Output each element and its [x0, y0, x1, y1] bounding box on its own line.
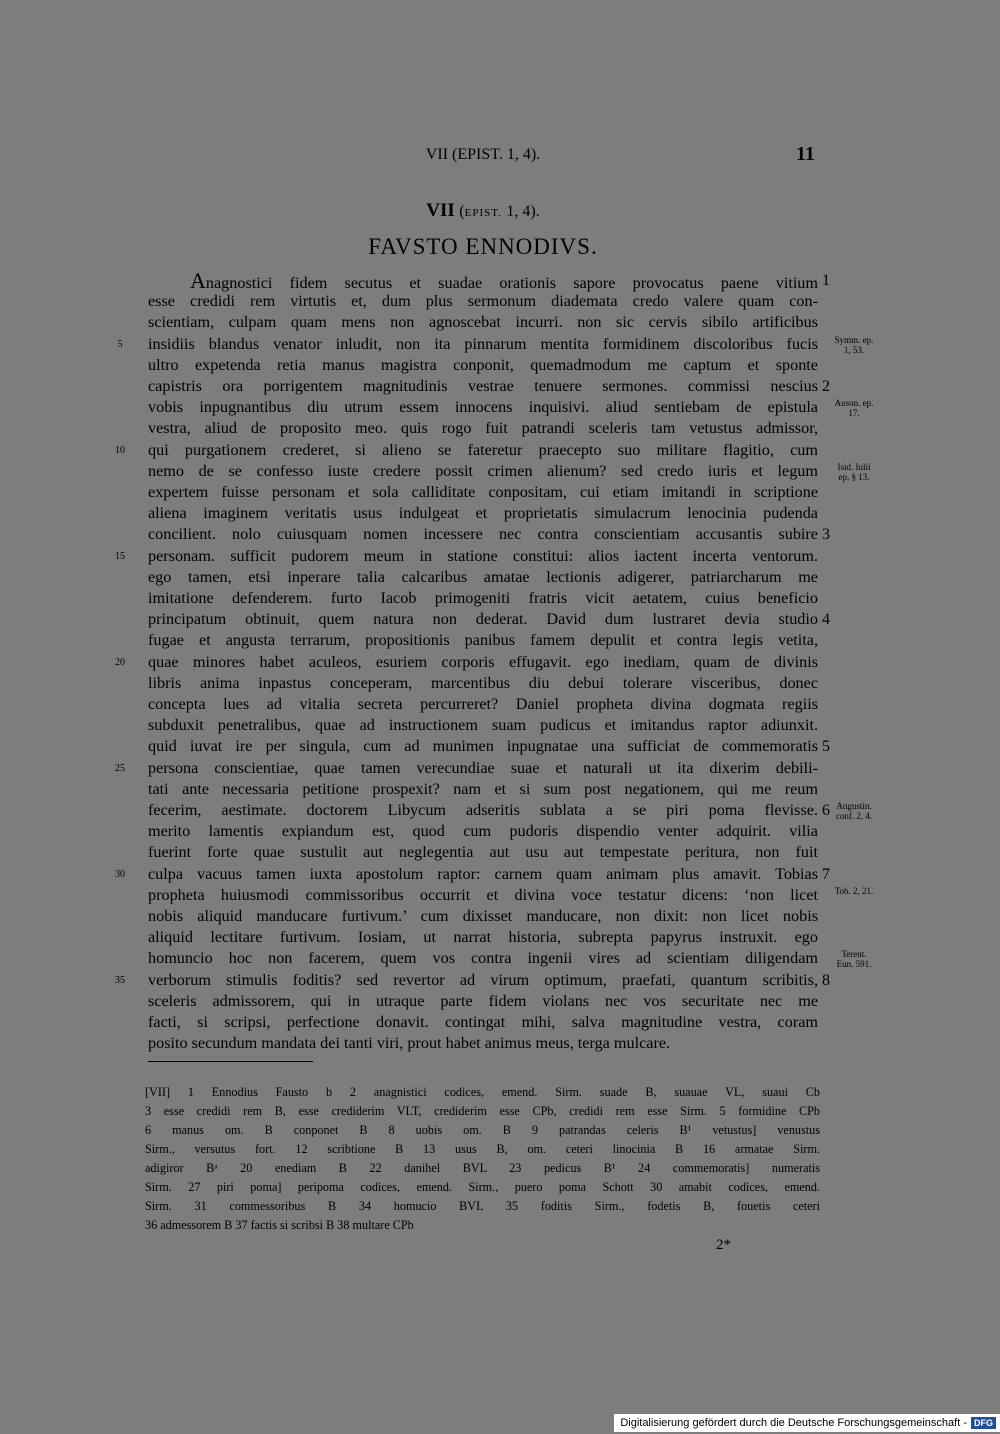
critical-apparatus — [145, 1083, 820, 1235]
margin-reference-line: Isid. Iulii — [837, 461, 871, 472]
text-line: qui purgationem crederet, si alieno se fateretur praecepto suo militare flagitio, cum — [148, 440, 818, 459]
text-line: tati ante necessaria petitione prospexit? nam et si sum post negationem, qui me reum — [148, 779, 818, 798]
page-number: 11 — [796, 143, 815, 165]
section-number-margin: 6 — [822, 802, 830, 819]
dfg-logo: DFG — [971, 1417, 996, 1429]
margin-reference-line: Eun. 591. — [836, 959, 872, 970]
text-line: culpa vacuus tamen iuxta apostolum raptor: carnem quam animam plus amavit. Tobias — [148, 864, 818, 883]
text-line: aliquid lectitare furtivum. Iosiam, ut narrat historia, subrepta papyrus instruxit. ego — [148, 928, 818, 947]
section-number: VII — [426, 200, 455, 221]
margin-reference-line: Tob. 2, 21. — [834, 885, 874, 896]
apparatus-line: adigiror Bᵃ 20 enediam B 22 danihel BVL 23 pedicus B¹ 24 commemoratis] numeratis — [145, 1161, 820, 1175]
text-line: subduxit penetralibus, quae ad instructionem suam pudicus et imitandus raptor adiunxit. — [148, 716, 818, 735]
line-number: 10 — [115, 444, 125, 456]
text-line: nemo de se confesso iuste credere possit crimen alienum? sed credo iuris et legum — [148, 461, 818, 480]
margin-reference-line: Symm. ep. — [834, 334, 874, 345]
text-line: vobis inpugnantibus diu utrum essem innocens inquisivi. aliud sentiebam de epistula — [148, 398, 818, 417]
section-number-margin: 3 — [822, 526, 830, 544]
apparatus-line: 6 manus om. B conponet B 8 uobis om. B 9 patrandas celeris B¹ vetustus] venustus — [145, 1123, 820, 1137]
epist-abbr: EPIST. — [464, 207, 502, 219]
text-line: libris anima inpastus conceperam, marcentibus diu debui tolerare visceribus, donec — [148, 673, 818, 692]
margin-reference — [826, 801, 882, 821]
text-line: imitatione defenderem. furto Iacob primogeniti fratris vicit aetatem, cuius beneficio — [148, 589, 818, 607]
section-heading: VII (EPIST. 1, 4). — [426, 200, 540, 221]
text-line: aliena imaginem veritatis usus indulgeat et proprietatis simulacrum lenocinia pudenda — [148, 504, 818, 523]
margin-reference — [826, 335, 882, 355]
epist-ref: 1, 4). — [506, 203, 540, 220]
text-line: nobis aliquid manducare furtivum.’ cum dixisset manducare, non dixit: non licet nobis — [148, 907, 818, 925]
text-line: fecerim, aestimate. doctorem Libycum adseritis sublata a se piri poma flevisse. — [148, 801, 818, 819]
text-line: expertem fuisse personam et sola calliditate conpositam, cui etiam imitandi in scriptione — [148, 483, 818, 501]
section-number-margin: 2 — [822, 378, 830, 395]
text-line: merito lamentis expiandum est, quod cum pudoris dispendio venter adquirit. vilia — [148, 822, 818, 841]
text-line: ego tamen, etsi inperare talia calcaribus amatae lectionis adigerer, patriarcharum me — [148, 567, 818, 586]
apparatus-line: 3 esse credidi rem B, esse crediderim VLT, crediderim esse CPb, credidi rem esse Sirm. 5 formidine CPb — [145, 1104, 820, 1118]
text-line: Anagnostici fidem secutus et suadae orationis sapore provocatus paene vitium — [190, 268, 818, 293]
line-number: 30 — [115, 868, 125, 880]
text-line: fugae et angusta terrarum, propositionis panibus famem depulit et contra legis vetita, — [148, 631, 818, 650]
text-line: insidiis blandus venator inludit, non ita pinnarum mentita formidinem discoloribus fucis — [148, 334, 818, 353]
text-line: vestra, aliud de proposito meo. quis rogo fuit patrandi sceleris tam vetustus admissor, — [148, 419, 818, 438]
text-line: capistris ora porrigentem magnitudinis vestrae tenuere sermones. commissi nescius — [148, 377, 818, 395]
line-number: 15 — [115, 550, 125, 562]
initial-capital: A — [190, 268, 206, 293]
line-number: 35 — [115, 974, 125, 986]
margin-reference-line: Terent. — [841, 949, 867, 960]
text-line: personam. sufficit pudorem meum in statione constitui: alios iactent incerta ventorum. — [148, 546, 818, 565]
line-number: 25 — [115, 762, 125, 774]
text-line: persona conscientiae, quae tamen verecundiae suae et naturali ut ita dixerim debili- — [148, 758, 818, 777]
margin-reference-line: Auson. ep. — [834, 398, 874, 409]
letter-title: FAVSTO ENNODIVS. — [368, 234, 598, 259]
apparatus-line: [VII] 1 Ennodius Fausto b 2 anagnistici codices, emend. Sirm. suade B, suauae VL, suaui Cb — [145, 1085, 820, 1099]
section-number-margin: 1 — [822, 272, 830, 289]
text-line: principatum obtinuit, quem natura non dederat. David dum lustraret devia studio — [148, 610, 818, 629]
apparatus-line: 36 admessorem B 37 factis si scribsi B 38 multare CPb — [145, 1218, 414, 1232]
section-number-margin: 4 — [822, 611, 830, 629]
dfg-footer — [614, 1414, 1000, 1432]
text-line: facti, si scripsi, perfectione donavit. contingat mihi, salva magnitudine vestra, coram — [148, 1013, 818, 1031]
section-number-margin: 5 — [822, 738, 830, 756]
text-line: esse credidi rem virtutis et, dum plus sermonum diademata credo valere quam con- — [148, 292, 818, 311]
text-line: homuncio hoc non facerem, quem vos contra ingenii vires ad scientiam diligendam — [148, 949, 818, 968]
apparatus-line: Sirm., versutus fort. 12 scribtione B 13 usus B, om. ceteri linocinia B 16 armatae Sirm. — [145, 1142, 820, 1156]
line-number: 20 — [115, 656, 125, 668]
margin-reference-line: 17. — [848, 408, 860, 419]
text-line: concilient. nolo cuiusquam nomen incessere nec contra conscientiam accusantis subire — [148, 525, 818, 544]
text-line: concepta lues ad vitalia secreta percurreret? Daniel propheta divina dogmata regiis — [148, 695, 818, 713]
text-line: sceleris admissorem, qui in utraque parte fidem violans nec vos securitate nec me — [148, 991, 818, 1010]
section-number-margin: 8 — [822, 971, 830, 989]
text-line: propheta huiusmodi commissoribus occurrit et divina voce testatur dicens: ‘non licet — [148, 885, 818, 904]
footnote-rule — [148, 1061, 313, 1062]
text-line: verborum stimulis foditis? sed revertor ad virum optimum, praefati, quantum scribitis, — [148, 970, 818, 989]
running-head: VII (EPIST. 1, 4). — [425, 146, 541, 163]
margin-reference — [826, 398, 882, 418]
text-line: scientiam, culpam quam mens non agnoscebat incurri. non sic cervis sibilo artificibus — [148, 313, 818, 332]
margin-reference-line: 1, 53. — [843, 344, 865, 355]
margin-reference-line: ep. § 13. — [838, 471, 870, 482]
text-line: quae minores habet aculeos, esuriem corporis effugavit. ego inediam, quam de divinis — [148, 652, 818, 671]
line-number: 5 — [117, 338, 123, 350]
signature-mark: 2* — [716, 1237, 731, 1253]
margin-reference-line: conf. 2, 4. — [835, 811, 873, 821]
text-line: ultro expetenda retia manus magistra conponit, quemadmodum me captum et sponte — [148, 355, 818, 374]
margin-reference-line: Augustin. — [836, 801, 872, 811]
apparatus-line: Sirm. 27 piri poma] peripoma codices, emend. Sirm., puero poma Schott 30 amabit codices, emend. — [145, 1180, 820, 1194]
text-line: posito secundum mandata dei tanti viri, prout habet animus meus, terga mulcare. — [148, 1034, 671, 1053]
margin-reference — [826, 462, 882, 482]
text-line: fuerint forte quae sustulit aut neglegentia aut usu aut tempestate peritura, non fuit — [148, 843, 818, 862]
margin-reference — [826, 949, 882, 969]
section-number-margin: 7 — [822, 865, 830, 883]
footer-text: Digitalisierung gefördert durch die Deutsche Forschungsgemeinschaft - — [620, 1417, 967, 1429]
text-line: quid iuvat ire per singula, cum ad munimen inpugnatae una sufficiat de commemoratis — [148, 737, 818, 756]
margin-reference — [826, 886, 882, 896]
apparatus-line: Sirm. 31 commessoribus B 34 homucio BVL 35 foditis Sirm., fodetis B, fouetis ceteri — [145, 1199, 820, 1213]
